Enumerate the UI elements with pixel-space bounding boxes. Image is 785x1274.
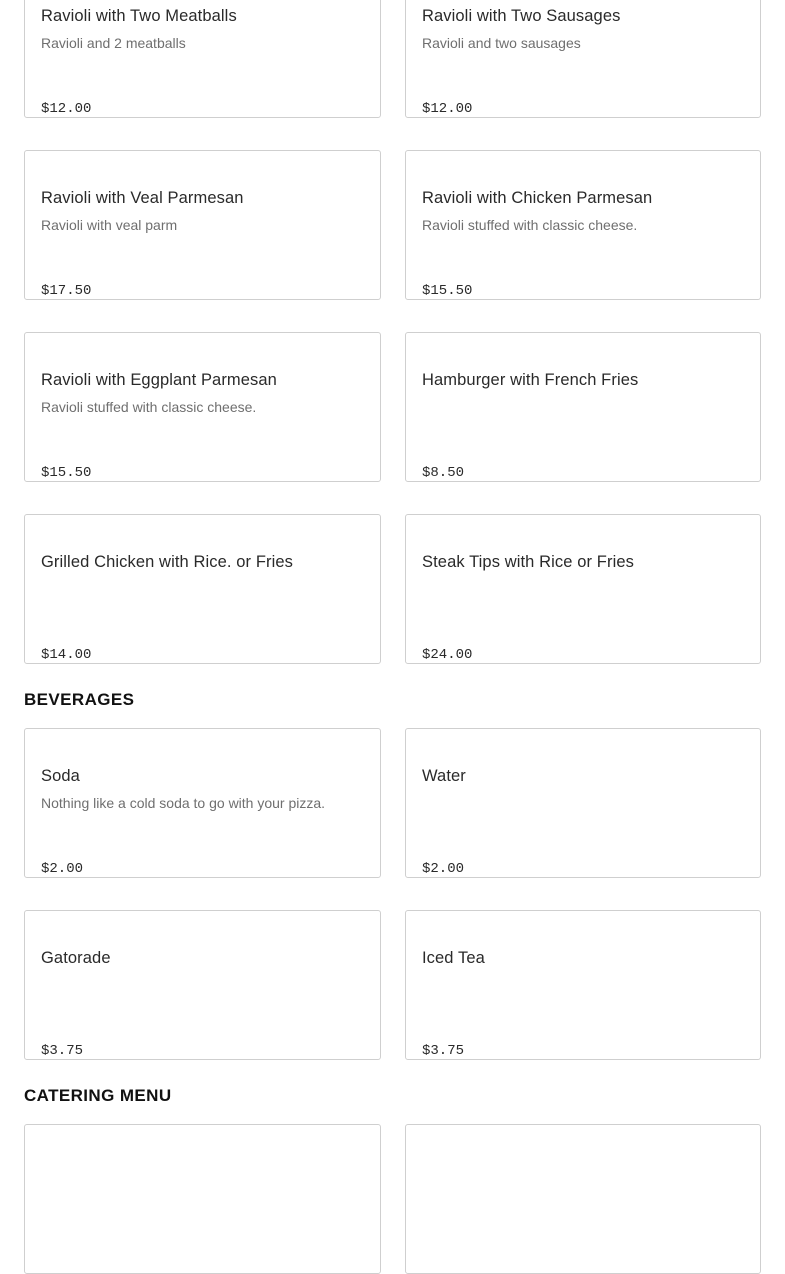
menu-item-name: Ravioli with Two Meatballs (41, 7, 237, 25)
menu-item-card[interactable] (405, 514, 761, 664)
menu-item-name: Ravioli with Chicken Parmesan (422, 189, 653, 207)
menu-item-price: $14.00 (41, 647, 92, 663)
section-heading-beverages: BEVERAGES (24, 690, 135, 709)
menu-item-description: Ravioli stuffed with classic cheese. (41, 399, 257, 415)
menu-item-price: $2.00 (422, 861, 465, 877)
menu-item-card[interactable] (24, 1124, 381, 1274)
menu-item-card[interactable] (405, 910, 761, 1060)
menu-item-price: $12.00 (41, 101, 92, 117)
menu-item-price: $12.00 (422, 101, 473, 117)
menu-item-description: Ravioli stuffed with classic cheese. (422, 217, 638, 233)
menu-item-card[interactable] (405, 728, 761, 878)
menu-item-description: Ravioli and 2 meatballs (41, 35, 186, 51)
menu-item-name: Steak Tips with Rice or Fries (422, 553, 634, 571)
menu-item-price: $24.00 (422, 647, 473, 663)
menu-item-price: $3.75 (41, 1043, 84, 1059)
menu-item-name: Water (422, 767, 466, 785)
menu-item-price: $15.50 (41, 465, 92, 481)
menu-item-description: Ravioli and two sausages (422, 35, 581, 51)
menu-item-card[interactable] (24, 332, 381, 482)
menu-item-card[interactable] (24, 910, 381, 1060)
menu-item-card[interactable] (405, 0, 761, 118)
menu-item-name: Soda (41, 767, 80, 785)
menu-item-price: $17.50 (41, 283, 92, 299)
menu-item-name: Hamburger with French Fries (422, 371, 639, 389)
menu-page (24, 0, 761, 1274)
menu-item-price: $8.50 (422, 465, 465, 481)
menu-item-card[interactable] (24, 150, 381, 300)
section-heading-catering: CATERING MENU (24, 1086, 172, 1105)
menu-item-name: Ravioli with Veal Parmesan (41, 189, 244, 207)
menu-item-price: $3.75 (422, 1043, 465, 1059)
menu-item-name: Grilled Chicken with Rice. or Fries (41, 553, 293, 571)
entrees-grid (24, 0, 761, 664)
menu-item-price: $15.50 (422, 283, 473, 299)
menu-item-name: Gatorade (41, 949, 111, 967)
catering-grid (24, 1124, 761, 1274)
menu-item-price: $2.00 (41, 861, 84, 877)
menu-item-name: Ravioli with Eggplant Parmesan (41, 371, 277, 389)
menu-item-card[interactable] (405, 1124, 761, 1274)
menu-item-card[interactable] (405, 332, 761, 482)
menu-item-description: Nothing like a cold soda to go with your pizza. (41, 795, 326, 811)
menu-item-name: Ravioli with Two Sausages (422, 7, 621, 25)
menu-item-card[interactable] (24, 514, 381, 664)
menu-item-description: Ravioli with veal parm (41, 217, 178, 233)
menu-item-card[interactable] (24, 728, 381, 878)
menu-item-card[interactable] (405, 150, 761, 300)
beverages-grid (24, 728, 761, 1060)
menu-item-name: Iced Tea (422, 949, 485, 967)
menu-item-card[interactable] (24, 0, 381, 118)
